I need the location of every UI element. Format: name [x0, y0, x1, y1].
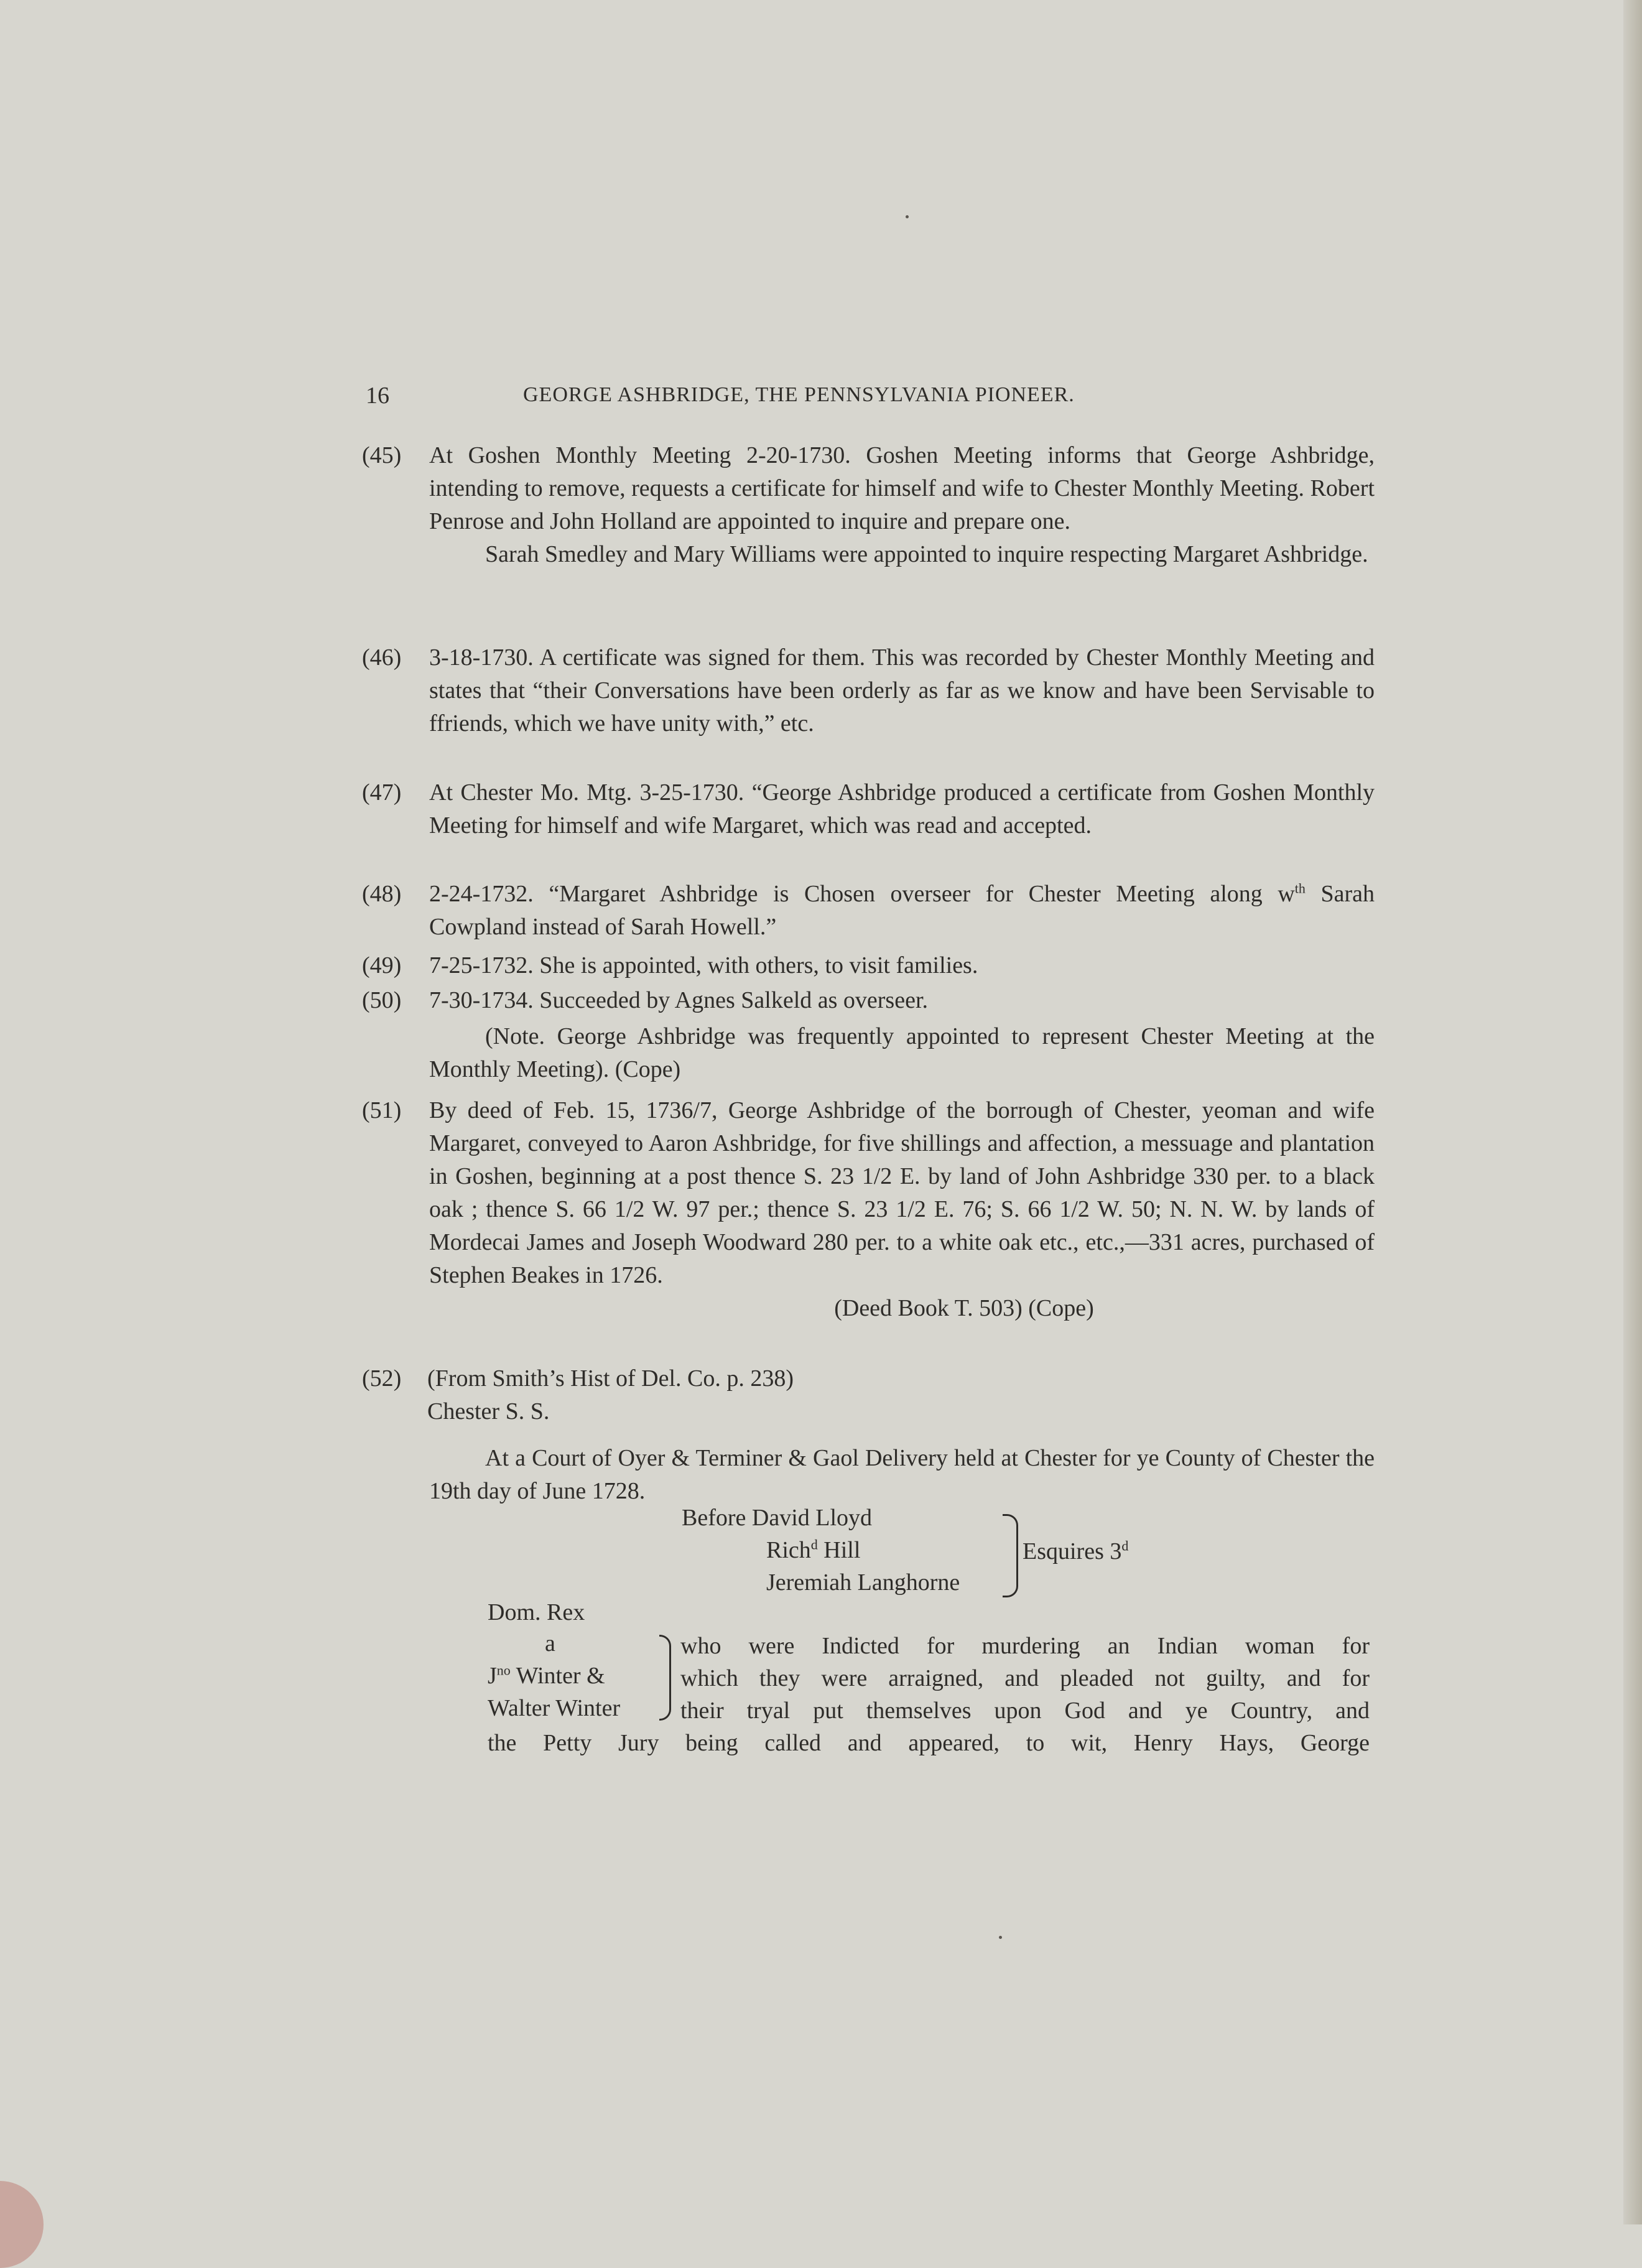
case-text-line-1: who were Indicted for murdering an Indian woman for — [680, 1633, 1370, 1659]
entry-45 — [362, 439, 1375, 571]
entry-48 — [362, 878, 1375, 944]
entry-text: At Chester Mo. Mtg. 3-25-1730. “George Ashbridge produced a certificate from Goshen Monthly Meeting for himself and wife Margaret, which was read and accepted. — [429, 779, 1375, 839]
entry-number: (46) — [362, 644, 402, 671]
entry-number: (51) — [362, 1097, 402, 1123]
speck — [999, 1936, 1002, 1939]
justice-2 — [766, 1534, 860, 1567]
entry-50 — [362, 984, 1375, 1086]
case-defendant-1 — [488, 1660, 605, 1693]
page-corner-mark — [0, 2181, 44, 2268]
text-fragment: Esquires 3 — [1023, 1538, 1122, 1564]
esquires-label — [1023, 1535, 1128, 1568]
page-edge — [1623, 0, 1642, 2224]
text-fragment: Hill — [817, 1537, 861, 1563]
entry-court: At a Court of Oyer & Terminer & Gaol Delivery held at Chester for ye County of Chester the 19th day of June 1728. — [429, 1445, 1375, 1504]
text-fragment: Rich — [766, 1537, 811, 1563]
entry-number: (49) — [362, 952, 402, 978]
text-fragment: Winter & — [510, 1663, 605, 1689]
entry-46 — [362, 641, 1375, 740]
entry-county: Chester S. S. — [427, 1398, 550, 1424]
text-fragment: Sarah Cowpland instead of Sarah Howell.” — [429, 881, 1375, 940]
case-text-line-3: their tryal put themselves upon God and ye Country, and — [680, 1698, 1370, 1724]
page-number: 16 — [366, 383, 389, 409]
entry-note: (Note. George Ashbridge was frequently appointed to represent Chester Meeting at the Monthly Meeting). (Cope) — [429, 1023, 1375, 1082]
entry-text: At Goshen Monthly Meeting 2-20-1730. Goshen Meeting informs that George Ashbridge, intending to remove, requests a certificate for himself and wife to Chester Monthly Meeting. Robert Penrose and John Holland are appointed to inquire and prepare one. — [429, 442, 1375, 534]
case-text-line-4: the Petty Jury being called and appeared, to wit, Henry Hays, George — [488, 1730, 1370, 1756]
entry-number: (52) — [362, 1365, 402, 1392]
entry-paragraph: Sarah Smedley and Mary Williams were appointed to inquire respecting Margaret Ashbridge. — [485, 541, 1368, 567]
page-header — [366, 382, 1205, 419]
text-fragment: J — [488, 1663, 497, 1689]
entry-text: 3-18-1730. A certificate was signed for them. This was recorded by Chester Monthly Meeting and states that “their Conversations have been orderly as far as we know and have been Servisable to ffriends, which we have unity with,” etc. — [429, 644, 1375, 737]
entry-text — [429, 878, 1375, 944]
superscript: no — [496, 1662, 511, 1678]
entry-text: By deed of Feb. 15, 1736/7, George Ashbridge of the borrough of Chester, yeoman and wife Margaret, conveyed to Aaron Ashbridge, for five shillings and affection, a messuage and plantation in Goshen, beginning at a post thence S. 23 1/2 E. by land of John Ashbridge 330 per. to a black oak ; thence S. 66 1/2 W. 97 per.; thence S. 23 1/2 E. 76; S. 66 1/2 W. 50; N. N. W. by lands of Mordecai James and Joseph Woodward 280 per. to a white oak etc., etc.,—331 acres, purchased of Stephen Beakes in 1726. — [429, 1097, 1375, 1288]
case-dom-rex: Dom. Rex — [488, 1599, 585, 1625]
entry-52 — [362, 1362, 1375, 1508]
justice-1: Before David Lloyd — [682, 1505, 873, 1531]
entry-49 — [362, 949, 1375, 982]
entry-source: (From Smith’s Hist of Del. Co. p. 238) — [427, 1365, 794, 1392]
text-fragment: 2-24-1732. “Margaret Ashbridge is Chosen overseer for Chester Meeting along w — [429, 881, 1295, 907]
superscript: th — [1294, 880, 1306, 896]
entry-text: 7-30-1734. Succeeded by Agnes Salkeld as overseer. — [429, 987, 929, 1013]
superscript: d — [1121, 1538, 1129, 1554]
case-text-line-2: which they were arraigned, and pleaded not guilty, and for — [680, 1665, 1370, 1691]
case-a: a — [545, 1630, 555, 1657]
entry-51 — [362, 1094, 1375, 1325]
justice-3: Jeremiah Langhorne — [766, 1569, 960, 1596]
entry-number: (50) — [362, 987, 402, 1013]
entry-text: 7-25-1732. She is appointed, with others, to visit families. — [429, 952, 978, 978]
entry-citation: (Deed Book T. 503) (Cope) — [834, 1295, 1094, 1321]
case-brace — [659, 1635, 671, 1721]
entry-47 — [362, 776, 1375, 842]
speck — [906, 215, 909, 218]
entry-number: (48) — [362, 881, 402, 907]
entry-number: (47) — [362, 779, 402, 806]
case-defendant-2: Walter Winter — [488, 1695, 621, 1721]
superscript: d — [810, 1536, 818, 1553]
running-title: GEORGE ASHBRIDGE, THE PENNSYLVANIA PIONEER. — [523, 383, 1075, 406]
entry-number: (45) — [362, 442, 402, 468]
justices-brace — [1003, 1514, 1018, 1597]
